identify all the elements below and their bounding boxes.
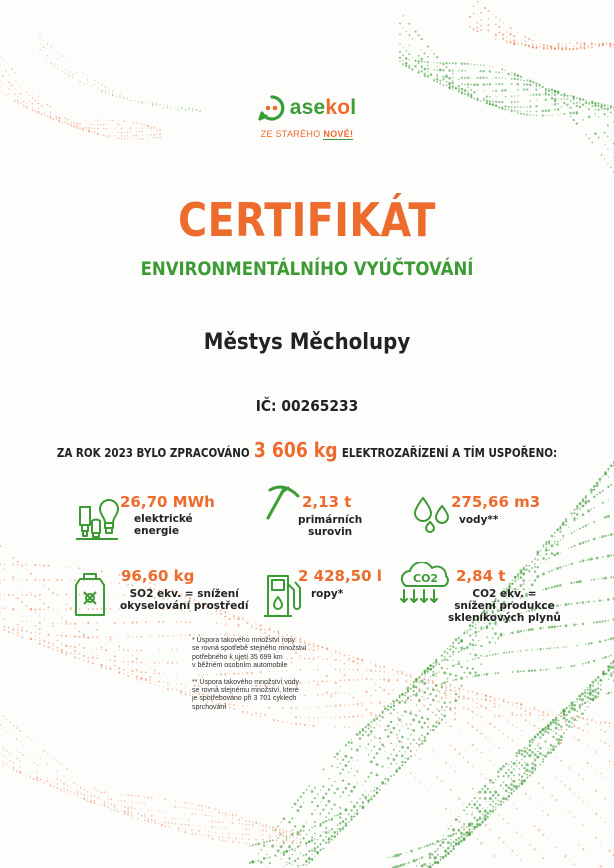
entity-name: Městys Měcholupy [203, 330, 411, 355]
summary-amount: 3 606 kg [253, 438, 338, 462]
toxic-canister-icon [70, 572, 110, 623]
stat-label-oil: ropy* [311, 588, 344, 600]
entity-ico: IČ: 00265233 [255, 397, 359, 415]
stat-label-energy: elektrické energie [134, 513, 193, 537]
certificate-title: CERTIFIKÁT [178, 193, 436, 247]
brand-tagline: ZE STARÉHO NOVÉ! [260, 129, 354, 139]
footnote-water: ** Úspora takového množství vody se rovná stejnému množství, které je spotřebováno při 3 701 cyklech sprchování [192, 678, 299, 711]
asekol-logo-icon [258, 95, 286, 121]
footnotes [192, 637, 352, 720]
summary-prefix: ZA ROK 2023 BYLO ZPRACOVÁNO [56, 446, 250, 460]
stat-label-so2: SO2 ekv. = snížení okyselování prostředí [120, 588, 249, 612]
stat-value-co2: 2,84 t [456, 567, 506, 585]
stat-value-energy: 26,70 MWh [120, 493, 215, 511]
stat-value-so2: 96,60 kg [121, 567, 195, 585]
fuel-pump-icon [262, 572, 302, 625]
summary-line [43, 438, 571, 462]
energy-bulbs-icon [74, 499, 122, 552]
co2-cloud-text: CO2 [413, 572, 439, 585]
water-drops-icon [412, 492, 454, 539]
footnote-oil: * Úspora takového množství ropy se rovná spotřebě stejného množství potřebného k ujetí 35 699 km v běžném osobním automobile [192, 637, 307, 670]
co2-cloud-icon [396, 562, 454, 611]
stat-value-materials: 2,13 t [302, 493, 352, 511]
summary-suffix: ELEKTROZAŘÍZENÍ A TÍM USPOŘENO: [341, 446, 558, 460]
brand-name: asekol [289, 96, 357, 119]
stat-label-co2: CO2 ekv. = snížení produkce skleníkových plynů [448, 588, 561, 624]
stat-value-water: 275,66 m3 [451, 493, 541, 511]
stat-value-oil: 2 428,50 l [298, 567, 382, 585]
stat-label-materials: primárních surovin [298, 514, 363, 538]
asekol-logo [0, 95, 614, 139]
stat-label-water: vody** [459, 514, 499, 526]
certificate-subtitle: ENVIRONMENTÁLNÍHO VYÚČTOVÁNÍ [140, 258, 474, 280]
